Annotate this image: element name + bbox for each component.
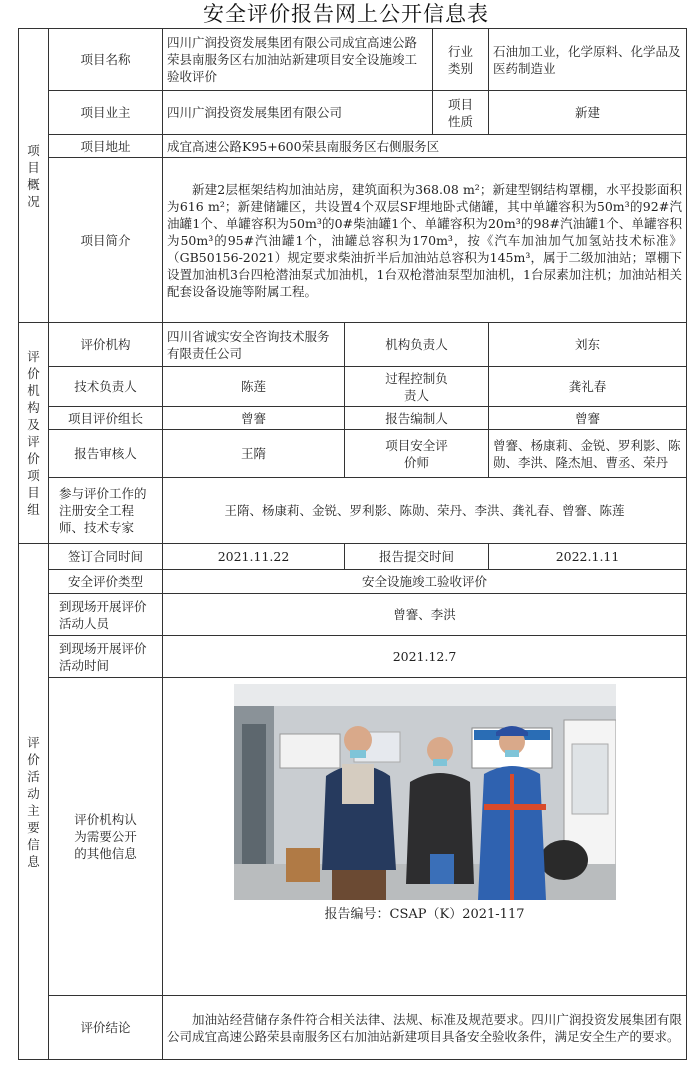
contract-value: 2021.11.22 xyxy=(163,544,345,570)
row-staff xyxy=(19,594,687,636)
org-label: 评价机构 xyxy=(49,323,163,367)
type-value: 安全设施竣工验收评价 xyxy=(163,570,687,594)
row-address xyxy=(19,135,687,158)
row-conclusion xyxy=(19,996,687,1060)
project-name-label: 项目名称 xyxy=(49,29,163,91)
row-agency xyxy=(19,323,687,367)
intro-label: 项目简介 xyxy=(49,158,163,323)
tech-value: 陈莲 xyxy=(163,367,345,407)
row-leader xyxy=(19,407,687,430)
head-label: 机构负责人 xyxy=(345,323,489,367)
row-time xyxy=(19,636,687,678)
info-table xyxy=(18,28,687,1060)
site-photo xyxy=(234,684,616,900)
owner-label: 项目业主 xyxy=(49,91,163,135)
address-label: 项目地址 xyxy=(49,135,163,158)
other-label: 评价机构认为需要公开的其他信息 xyxy=(49,678,163,996)
row-type xyxy=(19,570,687,594)
address-value: 成宜高速公路K95+600荣县南服务区右侧服务区 xyxy=(163,135,687,158)
section-activity: 评价活动主要信息 xyxy=(19,544,49,1060)
industry-label: 行业类别 xyxy=(433,29,489,91)
page-title: 安全评价报告网上公开信息表 xyxy=(203,2,489,26)
evaluators-value: 曾謇、杨康莉、金锐、罗利影、陈勋、李洪、隆杰旭、曹丞、荣丹 xyxy=(489,430,687,478)
participants-value: 王隋、杨康莉、金锐、罗利影、陈勋、荣丹、李洪、龚礼春、曾謇、陈莲 xyxy=(163,478,687,544)
row-intro xyxy=(19,158,687,323)
process-label: 过程控制负责人 xyxy=(345,367,489,407)
other-info-cell xyxy=(163,678,687,996)
row-dates xyxy=(19,544,687,570)
conclusion-label: 评价结论 xyxy=(49,996,163,1060)
participants-label: 参与评价工作的注册安全工程师、技术专家 xyxy=(49,478,163,544)
project-name-value: 四川广润投资发展集团有限公司成宜高速公路荣县南服务区右加油站新建项目安全设施竣工验收评价 xyxy=(163,29,433,91)
reviewer-value: 王隋 xyxy=(163,430,345,478)
type-label: 安全评价类型 xyxy=(49,570,163,594)
evaluators-label: 项目安全评价师 xyxy=(345,430,489,478)
writer-label: 报告编制人 xyxy=(345,407,489,430)
process-value: 龚礼春 xyxy=(489,367,687,407)
org-value: 四川省诚实安全咨询技术服务有限责任公司 xyxy=(163,323,345,367)
leader-label: 项目评价组长 xyxy=(49,407,163,430)
writer-value: 曾謇 xyxy=(489,407,687,430)
nature-label: 项目性质 xyxy=(433,91,489,135)
head-value: 刘东 xyxy=(489,323,687,367)
submit-label: 报告提交时间 xyxy=(345,544,489,570)
row-reviewer xyxy=(19,430,687,478)
section-overview: 项目概况 xyxy=(19,29,49,323)
report-number: 报告编号：CSAP（K）2021-117 xyxy=(324,907,525,922)
nature-value: 新建 xyxy=(489,91,687,135)
site-photo-illustration xyxy=(234,684,616,900)
contract-label: 签订合同时间 xyxy=(49,544,163,570)
time-label: 到现场开展评价活动时间 xyxy=(49,636,163,678)
industry-value: 石油加工业，化学原料、化学品及医药制造业 xyxy=(489,29,687,91)
row-tech xyxy=(19,367,687,407)
conclusion-value: 加油站经营储存条件符合相关法律、法规、标准及规范要求。四川广润投资发展集团有限公司成宜高速公路荣县南服务区右加油站新建项目具备安全验收条件，满足安全生产的要求。 xyxy=(163,996,687,1060)
row-participants xyxy=(19,478,687,544)
row-project-name xyxy=(19,29,687,91)
section-agency: 评价机构及评价项目组 xyxy=(19,323,49,544)
staff-value: 曾謇、李洪 xyxy=(163,594,687,636)
tech-label: 技术负责人 xyxy=(49,367,163,407)
intro-value: 新建2层框架结构加油站房，建筑面积为368.08 m²；新建型钢结构罩棚，水平投影面积为616 m²；新建储罐区，共设置4个双层SF埋地卧式储罐，其中单罐容积为50m³的92#汽油罐1个、单罐容积为50m³的0#柴油罐1个、单罐容积为20m³的98#汽油罐1个、单罐容积为50m³的95#汽油罐1个，油罐总容积为170m³，按《汽车加油加气加氢站技术标准》（GB50156-2021）规定要求柴油折半后加油站总容积为145m³，属于二级加油站；罩棚下设置加油机3台四枪潜油泵式加油机，1台双枪潜油泵型加油机，1台尿素加注机；加油站相关配套设备设施等附属工程。 xyxy=(163,158,687,323)
staff-label: 到现场开展评价活动人员 xyxy=(49,594,163,636)
row-other xyxy=(19,678,687,996)
submit-value: 2022.1.11 xyxy=(489,544,687,570)
owner-value: 四川广润投资发展集团有限公司 xyxy=(163,91,433,135)
time-value: 2021.12.7 xyxy=(163,636,687,678)
reviewer-label: 报告审核人 xyxy=(49,430,163,478)
row-owner xyxy=(19,91,687,135)
leader-value: 曾謇 xyxy=(163,407,345,430)
